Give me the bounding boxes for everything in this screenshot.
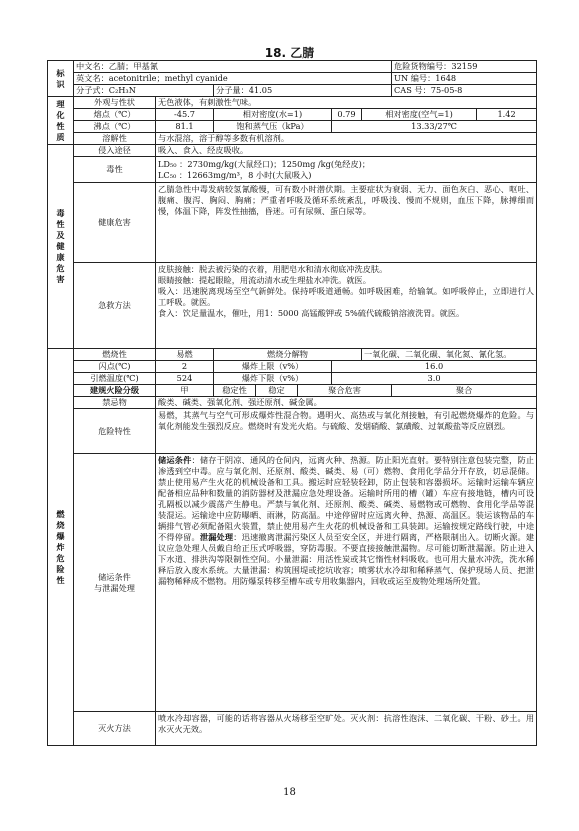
table-row bbox=[48, 373, 537, 385]
route-label: 侵入途径 bbox=[74, 145, 156, 157]
stability-value: 稳定 bbox=[256, 385, 298, 397]
toxicity-ld50: LD₅₀ ：2730mg/kg(大鼠经口)；1250mg /kg(兔经皮)； bbox=[158, 158, 371, 169]
first-aid-ingest: 食入：饮足量温水，催吐，用1：5000 高锰酸钾或 5%硫代硫酸钠溶液洗胃。就医。 bbox=[158, 308, 465, 318]
combustion-products-label: 燃烧分解物 bbox=[214, 349, 362, 361]
first-aid-eye: 眼睛接触：提起眼睑，用流动清水或生理盐水冲洗。就医。 bbox=[158, 275, 371, 285]
table-row bbox=[48, 97, 537, 109]
melting-point-label: 熔点（℃） bbox=[74, 109, 156, 121]
toxicity-lc50: LC₅₀ ：12663mg/m³，8 小时(大鼠吸入) bbox=[158, 169, 312, 180]
table-row bbox=[48, 409, 537, 454]
first-aid-skin: 皮肤接触：脱去被污染的衣着，用肥皂水和清水彻底冲洗皮肤。 bbox=[158, 264, 388, 274]
table-row bbox=[48, 157, 537, 183]
rel-density-water-value: 0.79 bbox=[332, 109, 362, 121]
msds-table bbox=[47, 60, 537, 746]
table-row bbox=[48, 61, 537, 73]
incompatible-value: 酸类、碱类、强氧化剂、强还原剂、碱金属。 bbox=[156, 397, 537, 409]
fire-class-value: 甲 bbox=[156, 385, 214, 397]
section-properties bbox=[48, 97, 74, 145]
danger-value: 易燃，其蒸气与空气可形成爆炸性混合物。遇明火、高热或与氧化剂接触，有引起燃烧爆炸的危险。与氧化剂能发生强烈反应。燃烧时有发光火焰。与硫酸、发烟硝酸、氯磺酸、过氧酸盐等反应剧烈。 bbox=[156, 409, 537, 454]
incompatible-label: 禁忌物 bbox=[74, 397, 156, 409]
combustion-products-value: 一氧化碳、二氧化碳、氧化氮、氰化氢。 bbox=[362, 349, 537, 361]
polymerization-label: 聚合危害 bbox=[298, 385, 392, 397]
table-row bbox=[48, 263, 537, 349]
table-row bbox=[48, 349, 537, 361]
leak-text: ：迅速撤离泄漏污染区人员至安全区，并进行隔离，严格限制出入。切断火源。建议应急处理人员戴自给正压式呼吸器，穿防毒服。不要直接接触泄漏物。尽可能切断泄漏源。防止进入下水道、排洪沟等限制性空间。小量泄漏：用活性炭或其它惰性材料吸收。也可用大量水冲洗，洗水稀释后放入废水系统。大量泄漏：构筑围堤或挖坑收容；喷雾状水冷却和稀释蒸气、保护现场人员、把泄漏物稀释成不燃物。用防爆泵转移至槽车或专用收集器内，回收或运至废物处理场所处置。 bbox=[158, 532, 535, 586]
table-row bbox=[48, 85, 537, 97]
toxicity-value bbox=[156, 157, 537, 183]
route-value: 吸入、食入、经皮吸收。 bbox=[156, 145, 537, 157]
autoignition-label: 引燃温度(℃) bbox=[74, 373, 156, 385]
storage-value bbox=[156, 454, 537, 712]
hazard-number: 危险货物编号：32159 bbox=[392, 61, 537, 73]
boiling-point-label: 沸点（℃） bbox=[74, 121, 156, 133]
solubility-value: 与水混溶，溶于醇等多数有机溶剂。 bbox=[156, 133, 537, 145]
health-hazard-label: 健康危害 bbox=[74, 183, 156, 263]
boiling-point-value: 81.1 bbox=[156, 121, 214, 133]
flammability-label: 燃烧性 bbox=[74, 349, 156, 361]
page-title: 18. 乙腈 bbox=[264, 46, 315, 60]
en-name: 英文名：acetonitrile；methyl cyanide bbox=[74, 73, 392, 85]
table-row bbox=[48, 73, 537, 85]
polymerization-value: 聚合 bbox=[392, 385, 537, 397]
lel-value: 3.0 bbox=[332, 373, 537, 385]
flammability-value: 易燃 bbox=[156, 349, 214, 361]
section-label: 毒 性 及 健 康 危 害 bbox=[56, 208, 65, 284]
section-label: 标 识 bbox=[56, 67, 65, 89]
section-label: 燃 烧 爆 炸 危 险 性 bbox=[56, 508, 65, 585]
appearance-label: 外观与性状 bbox=[74, 97, 156, 109]
formula: 分子式：C₂H₃N bbox=[74, 85, 214, 97]
molecular-weight: 分子量：41.05 bbox=[214, 85, 392, 97]
flash-point-value: 2 bbox=[156, 361, 214, 373]
section-label: 理 化 性 质 bbox=[56, 98, 65, 142]
appearance-value: 无色液体，有刺激性气味。 bbox=[156, 97, 537, 109]
table-row bbox=[48, 121, 537, 133]
storage-label-text: 储运条件 与泄漏处理 bbox=[94, 571, 135, 593]
vapor-pressure-label: 饱和蒸气压（kPa） bbox=[214, 121, 332, 133]
un-number: UN 编号：1648 bbox=[392, 73, 537, 85]
section-identification bbox=[48, 61, 74, 97]
table-row bbox=[48, 145, 537, 157]
table-row bbox=[48, 385, 537, 397]
uel-label: 爆炸上限（v%） bbox=[214, 361, 332, 373]
toxicity-label: 毒性 bbox=[74, 157, 156, 183]
danger-label: 危险特性 bbox=[74, 409, 156, 454]
autoignition-value: 524 bbox=[156, 373, 214, 385]
table-row bbox=[48, 361, 537, 373]
vapor-pressure-value: 13.33/27℃ bbox=[332, 121, 537, 133]
flash-point-label: 闪点(℃) bbox=[74, 361, 156, 373]
storage-text: ：储存于阴凉、通风的仓间内，远离火种、热源。防止阳光直射。要特别注意包装完整，防止渗透到空中毒。应与氧化剂、还原剂、酸类、碱类、易（可）燃物、食用化学品分开存放，切忌混储。禁止使用易产生火花的机械设备和工具。搬运时应轻装轻卸，防止包装和容器损坏。运输时运输车辆应配备相应品种和数量的消防器材及泄漏应急处理设备。运输时所用的槽（罐）车应有接地链，槽内可设孔隔板以减少震荡产生静电。严禁与氧化剂、还原剂、酸类、碱类、易燃物或可燃物、食用化学品等混装混运。运输途中应防曝晒、雨淋，防高温。中途停留时应远离火种、热源、高温区。装运该物品的车辆排气管必须配备阻火装置，禁止使用易产生火花的机械设备和工具装卸。运输按规定路线行驶，中途不得停留。 bbox=[158, 455, 535, 542]
rel-density-air-value: 1.42 bbox=[477, 109, 537, 121]
table-row bbox=[48, 133, 537, 145]
leak-heading: 泄漏处理 bbox=[199, 532, 234, 542]
section-fire bbox=[48, 349, 74, 746]
health-hazard-value: 乙腈急性中毒发病较氢氰酸慢，可有数小时潜伏期。主要症状为衰弱、无力、面色灰白、恶心、呕吐、腹痛、腹泻、胸闷、胸痛；严重者呼吸及循环系统紊乱，呼吸浅、慢而不规则，血压下降，脉搏细而慢，体温下降，阵发性抽搐，昏迷。可有尿频、蛋白尿等。 bbox=[156, 183, 537, 263]
table-row bbox=[48, 183, 537, 263]
rel-density-air-label: 相对密度(空气=1) bbox=[362, 109, 477, 121]
extinguish-label: 灭火方法 bbox=[74, 712, 156, 746]
storage-heading: 储运条件 bbox=[158, 455, 192, 465]
table-row bbox=[48, 712, 537, 746]
table-row bbox=[48, 454, 537, 712]
page-number: 18 bbox=[283, 787, 296, 798]
lel-label: 爆炸下限（v%） bbox=[214, 373, 332, 385]
melting-point-value: -45.7 bbox=[156, 109, 214, 121]
solubility-label: 溶解性 bbox=[74, 133, 156, 145]
fire-class-label: 建规火险分级 bbox=[74, 385, 156, 397]
section-health bbox=[48, 145, 74, 349]
first-aid-value bbox=[156, 263, 537, 349]
rel-density-water-label: 相对密度(水=1) bbox=[214, 109, 332, 121]
table-row bbox=[48, 397, 537, 409]
uel-value: 16.0 bbox=[332, 361, 537, 373]
stability-label: 稳定性 bbox=[214, 385, 256, 397]
storage-label bbox=[74, 454, 156, 712]
table-row bbox=[48, 109, 537, 121]
cn-name: 中文名：乙腈；甲基氰 bbox=[74, 61, 392, 73]
extinguish-value: 喷水冷却容器，可能的话将容器从火场移至空旷处。灭火剂：抗溶性泡沫、二氧化碳、干粉、砂土。用水灭火无效。 bbox=[156, 712, 537, 746]
first-aid-inhale: 吸入：迅速脱离现场至空气新鲜处。保持呼吸道通畅。如呼吸困难，给输氧。如呼吸停止，立即进行人工呼吸。就医。 bbox=[158, 286, 535, 307]
first-aid-label: 急救方法 bbox=[74, 263, 156, 349]
cas-number: CAS 号：75-05-8 bbox=[392, 85, 537, 97]
